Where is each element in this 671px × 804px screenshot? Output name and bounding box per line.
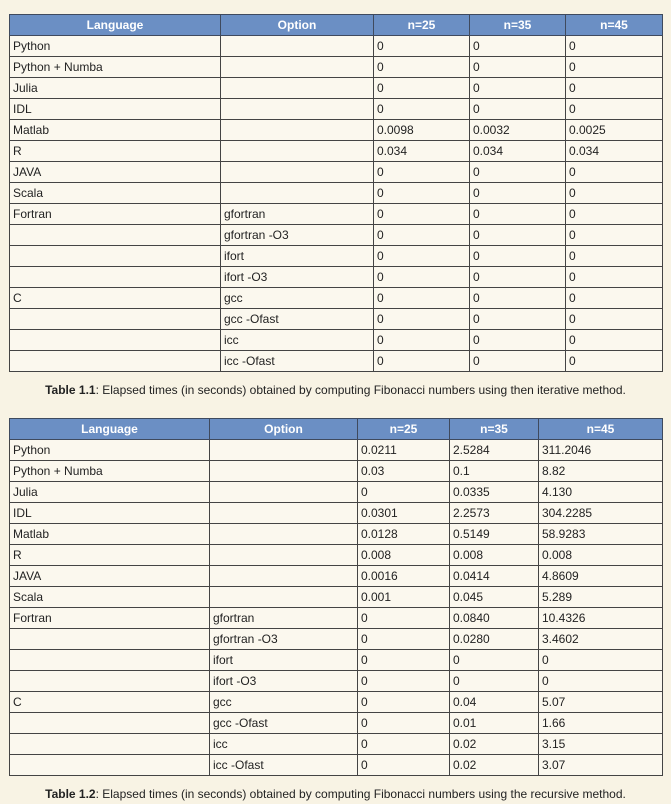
- cell-language: R: [10, 545, 210, 566]
- table-row: [10, 671, 663, 692]
- cell-n25: 0: [374, 99, 470, 120]
- cell-language: [10, 225, 221, 246]
- cell-language: [10, 629, 210, 650]
- cell-option: [221, 57, 374, 78]
- cell-n45: 4.8609: [539, 566, 663, 587]
- cell-n25: 0: [374, 288, 470, 309]
- cell-n45: 0: [539, 671, 663, 692]
- cell-language: Scala: [10, 587, 210, 608]
- cell-n45: 0: [566, 99, 663, 120]
- cell-n35: 0.0840: [450, 608, 539, 629]
- cell-n45: 0.034: [566, 141, 663, 162]
- table-row: [10, 482, 663, 503]
- cell-option: [221, 183, 374, 204]
- table-row: [10, 524, 663, 545]
- cell-n25: 0: [374, 183, 470, 204]
- table-header-row: [10, 419, 663, 440]
- cell-language: [10, 755, 210, 776]
- cell-n25: 0.03: [358, 461, 450, 482]
- table-row: [10, 225, 663, 246]
- cell-option: icc: [210, 734, 358, 755]
- table-1-1-caption: [0, 383, 671, 397]
- cell-option: [221, 36, 374, 57]
- table-row: [10, 204, 663, 225]
- cell-n25: 0: [358, 608, 450, 629]
- column-header-language: Language: [10, 419, 210, 440]
- cell-n35: 0: [470, 78, 566, 99]
- cell-n25: 0.0016: [358, 566, 450, 587]
- cell-n45: 0: [566, 330, 663, 351]
- cell-n35: 0: [470, 309, 566, 330]
- cell-option: [210, 461, 358, 482]
- column-header-language: Language: [10, 15, 221, 36]
- cell-language: Matlab: [10, 120, 221, 141]
- cell-n35: 0.008: [450, 545, 539, 566]
- cell-n25: 0.0211: [358, 440, 450, 461]
- cell-language: [10, 734, 210, 755]
- cell-n45: 0: [566, 225, 663, 246]
- cell-option: ifort -O3: [221, 267, 374, 288]
- cell-option: gcc -Ofast: [210, 713, 358, 734]
- cell-n35: 0: [470, 288, 566, 309]
- cell-n35: 0: [470, 162, 566, 183]
- table-row: [10, 566, 663, 587]
- cell-n45: 0: [566, 78, 663, 99]
- cell-option: [210, 503, 358, 524]
- cell-language: IDL: [10, 99, 221, 120]
- table-row: [10, 99, 663, 120]
- cell-n35: 0.01: [450, 713, 539, 734]
- cell-n25: 0: [358, 692, 450, 713]
- cell-n45: 304.2285: [539, 503, 663, 524]
- cell-n35: 0.5149: [450, 524, 539, 545]
- iterative-table-container: [9, 14, 662, 372]
- cell-option: gfortran -O3: [221, 225, 374, 246]
- cell-n25: 0: [374, 330, 470, 351]
- cell-n35: 2.2573: [450, 503, 539, 524]
- cell-n45: 3.4602: [539, 629, 663, 650]
- table-row: [10, 545, 663, 566]
- cell-n25: 0: [358, 671, 450, 692]
- table-row: [10, 309, 663, 330]
- cell-n25: 0: [358, 755, 450, 776]
- cell-n35: 0.034: [470, 141, 566, 162]
- cell-n25: 0: [374, 267, 470, 288]
- cell-n25: 0: [374, 57, 470, 78]
- cell-option: [210, 482, 358, 503]
- table-row: [10, 330, 663, 351]
- cell-option: icc -Ofast: [210, 755, 358, 776]
- cell-n35: 0: [470, 99, 566, 120]
- table-row: [10, 629, 663, 650]
- cell-n35: 0.0335: [450, 482, 539, 503]
- cell-n35: 0: [470, 183, 566, 204]
- table-1-2-caption: [0, 787, 671, 801]
- cell-n35: 0.0280: [450, 629, 539, 650]
- cell-n45: 4.130: [539, 482, 663, 503]
- table-row: [10, 587, 663, 608]
- table-row: [10, 713, 663, 734]
- column-header-n45: n=45: [539, 419, 663, 440]
- recursive-table-container: [9, 418, 662, 776]
- cell-n45: 5.289: [539, 587, 663, 608]
- cell-n45: 5.07: [539, 692, 663, 713]
- cell-n25: 0.0098: [374, 120, 470, 141]
- cell-option: ifort: [210, 650, 358, 671]
- cell-language: [10, 246, 221, 267]
- cell-language: [10, 330, 221, 351]
- cell-n35: 0.0414: [450, 566, 539, 587]
- cell-language: Julia: [10, 482, 210, 503]
- cell-n35: 0.045: [450, 587, 539, 608]
- cell-n35: 0: [470, 351, 566, 372]
- table-row: [10, 650, 663, 671]
- cell-n25: 0: [358, 734, 450, 755]
- cell-n45: 0: [566, 351, 663, 372]
- cell-language: [10, 713, 210, 734]
- cell-n25: 0: [358, 629, 450, 650]
- cell-n45: 1.66: [539, 713, 663, 734]
- cell-language: [10, 650, 210, 671]
- cell-n45: 0: [566, 162, 663, 183]
- cell-option: [210, 566, 358, 587]
- column-header-n35: n=35: [450, 419, 539, 440]
- table-row: [10, 57, 663, 78]
- cell-option: gfortran: [221, 204, 374, 225]
- table-row: [10, 734, 663, 755]
- cell-option: gcc: [221, 288, 374, 309]
- cell-option: gfortran: [210, 608, 358, 629]
- cell-n45: 10.4326: [539, 608, 663, 629]
- cell-n45: 0: [566, 309, 663, 330]
- cell-n25: 0: [374, 225, 470, 246]
- cell-n45: 0: [566, 246, 663, 267]
- cell-n25: 0.034: [374, 141, 470, 162]
- table-row: [10, 692, 663, 713]
- cell-n45: 0: [566, 204, 663, 225]
- cell-n35: 0: [470, 57, 566, 78]
- column-header-option: Option: [210, 419, 358, 440]
- cell-n45: 3.15: [539, 734, 663, 755]
- cell-n45: 0.008: [539, 545, 663, 566]
- cell-option: gfortran -O3: [210, 629, 358, 650]
- cell-option: ifort -O3: [210, 671, 358, 692]
- cell-language: JAVA: [10, 566, 210, 587]
- table-header-row: [10, 15, 663, 36]
- table-row: [10, 503, 663, 524]
- cell-n35: 0.0032: [470, 120, 566, 141]
- cell-language: Python + Numba: [10, 461, 210, 482]
- table-row: [10, 461, 663, 482]
- cell-n35: 0: [470, 36, 566, 57]
- cell-n45: 58.9283: [539, 524, 663, 545]
- cell-n35: 2.5284: [450, 440, 539, 461]
- table-row: [10, 36, 663, 57]
- cell-language: R: [10, 141, 221, 162]
- cell-n25: 0: [374, 351, 470, 372]
- cell-n25: 0: [374, 36, 470, 57]
- cell-n25: 0: [374, 309, 470, 330]
- cell-n25: 0: [358, 713, 450, 734]
- cell-option: [221, 162, 374, 183]
- cell-language: Matlab: [10, 524, 210, 545]
- caption-text: : Elapsed times (in seconds) obtained by computing Fibonacci numbers using the recursive method.: [95, 787, 626, 801]
- cell-option: [210, 440, 358, 461]
- cell-option: [210, 545, 358, 566]
- cell-option: [210, 524, 358, 545]
- cell-language: C: [10, 692, 210, 713]
- cell-n35: 0: [470, 330, 566, 351]
- table-row: [10, 267, 663, 288]
- cell-n35: 0.02: [450, 734, 539, 755]
- cell-option: icc: [221, 330, 374, 351]
- cell-n45: 0: [566, 36, 663, 57]
- cell-language: [10, 309, 221, 330]
- caption-label: Table 1.1: [45, 383, 96, 397]
- cell-n25: 0: [358, 482, 450, 503]
- cell-language: [10, 267, 221, 288]
- cell-language: Scala: [10, 183, 221, 204]
- cell-n25: 0: [358, 650, 450, 671]
- cell-n35: 0: [470, 246, 566, 267]
- cell-language: JAVA: [10, 162, 221, 183]
- cell-option: ifort: [221, 246, 374, 267]
- table-row: [10, 608, 663, 629]
- cell-option: gcc: [210, 692, 358, 713]
- cell-n35: 0.1: [450, 461, 539, 482]
- table-row: [10, 162, 663, 183]
- column-header-option: Option: [221, 15, 374, 36]
- cell-n45: 3.07: [539, 755, 663, 776]
- column-header-n35: n=35: [470, 15, 566, 36]
- cell-option: [210, 587, 358, 608]
- cell-n45: 8.82: [539, 461, 663, 482]
- cell-n25: 0.0128: [358, 524, 450, 545]
- table-row: [10, 440, 663, 461]
- cell-language: Python: [10, 440, 210, 461]
- cell-n35: 0: [450, 650, 539, 671]
- cell-option: gcc -Ofast: [221, 309, 374, 330]
- cell-language: [10, 351, 221, 372]
- cell-language: C: [10, 288, 221, 309]
- iterative-times-table: [9, 14, 663, 372]
- cell-n25: 0.008: [358, 545, 450, 566]
- cell-option: [221, 120, 374, 141]
- cell-n45: 0: [566, 288, 663, 309]
- cell-n45: 0: [566, 183, 663, 204]
- column-header-n25: n=25: [358, 419, 450, 440]
- cell-n25: 0: [374, 246, 470, 267]
- caption-label: Table 1.2: [45, 787, 96, 801]
- cell-n25: 0: [374, 204, 470, 225]
- cell-language: IDL: [10, 503, 210, 524]
- cell-n25: 0: [374, 162, 470, 183]
- recursive-times-table: [9, 418, 663, 776]
- cell-n45: 0: [566, 267, 663, 288]
- cell-option: [221, 141, 374, 162]
- cell-language: Fortran: [10, 608, 210, 629]
- cell-n35: 0.02: [450, 755, 539, 776]
- column-header-n25: n=25: [374, 15, 470, 36]
- cell-n35: 0: [470, 267, 566, 288]
- cell-language: Fortran: [10, 204, 221, 225]
- table-row: [10, 288, 663, 309]
- cell-n25: 0.0301: [358, 503, 450, 524]
- cell-n25: 0.001: [358, 587, 450, 608]
- cell-n45: 0: [566, 57, 663, 78]
- table-row: [10, 120, 663, 141]
- cell-n25: 0: [374, 78, 470, 99]
- cell-option: [221, 99, 374, 120]
- cell-language: Julia: [10, 78, 221, 99]
- cell-n45: 0.0025: [566, 120, 663, 141]
- table-row: [10, 755, 663, 776]
- cell-n45: 0: [539, 650, 663, 671]
- cell-n35: 0: [470, 225, 566, 246]
- cell-option: icc -Ofast: [221, 351, 374, 372]
- caption-text: : Elapsed times (in seconds) obtained by computing Fibonacci numbers using then iterative method.: [95, 383, 626, 397]
- table-row: [10, 246, 663, 267]
- cell-n35: 0.04: [450, 692, 539, 713]
- table-row: [10, 141, 663, 162]
- cell-n35: 0: [450, 671, 539, 692]
- cell-option: [221, 78, 374, 99]
- cell-language: [10, 671, 210, 692]
- cell-language: Python + Numba: [10, 57, 221, 78]
- table-row: [10, 78, 663, 99]
- column-header-n45: n=45: [566, 15, 663, 36]
- table-row: [10, 351, 663, 372]
- cell-n45: 311.2046: [539, 440, 663, 461]
- cell-n35: 0: [470, 204, 566, 225]
- cell-language: Python: [10, 36, 221, 57]
- table-row: [10, 183, 663, 204]
